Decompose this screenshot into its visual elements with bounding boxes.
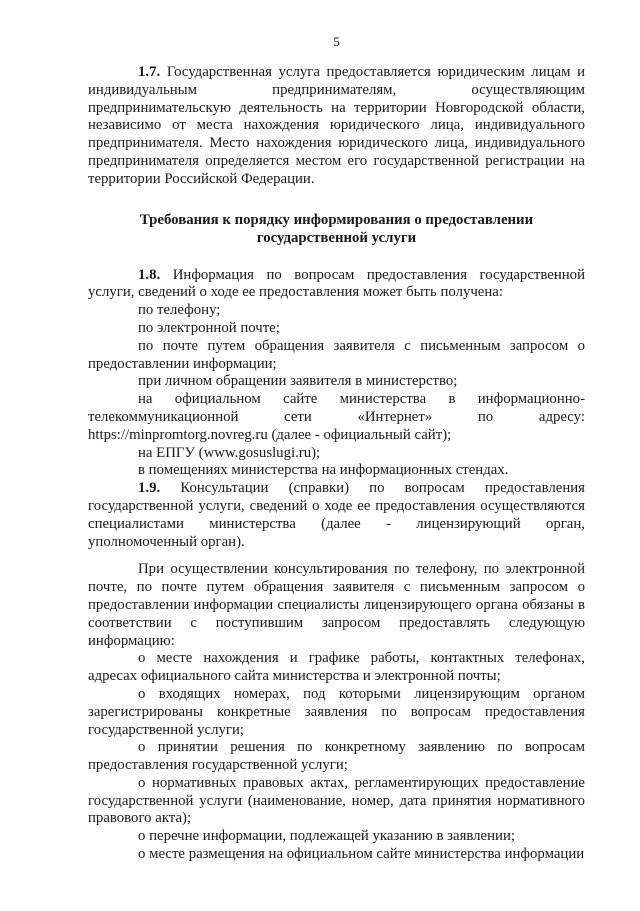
consultation-item: о перечне информации, подлежащей указанию в заявлении;	[138, 828, 515, 845]
paragraph-1-7	[88, 64, 585, 189]
paragraph-1-8	[88, 267, 585, 303]
info-channel-item: по электронной почте;	[138, 319, 280, 336]
consultation-item: о нормативных правовых актах, регламентирующих предоставление государственной услуги (наименование, номер, дата принятия нормативного правового акта);	[88, 774, 585, 827]
paragraph-1-9	[88, 480, 585, 551]
info-channel-item: на официальном сайте министерства в информационно-телекоммуникационной сети «Интернет» по адресу: https://minpromtorg.novreg.ru (далее - официальный сайт);	[88, 391, 585, 443]
info-channel-item: при личном обращении заявителя в министерство;	[138, 373, 458, 390]
info-channel-item: по почте путем обращения заявителя с письменным запросом о предоставлении информации;	[88, 337, 585, 372]
section-heading: Требования к порядку информирования о предоставлении государственной услуги	[139, 211, 534, 246]
consultation-item: о месте размещения на официальном сайте министерства информации	[138, 846, 585, 863]
clause-text-1-8: Информация по вопросам предоставления государственной услуги, сведений о ходе ее предоставления может быть получена:	[88, 266, 585, 301]
clause-text-1-9: Консультации (справки) по вопросам предоставления государственной услуги, сведений о ходе ее предоставления осуществляются специалистами министерства (далее - лицензирующий орган, уполномоченный орган).	[88, 480, 585, 550]
page-number: 5	[333, 34, 340, 49]
consultation-paragraph: При осуществлении консультирования по телефону, по электронной почте, по почте путем обращения заявителя с письменным запросом о предоставлении информации специалисты лицензирующего органа обязаны в соответствии с поступившим запросом предоставлять следующую информацию:	[88, 561, 585, 649]
clause-number-1-8: 1.8.	[138, 266, 161, 283]
clause-text-1-7: Государственная услуга предоставляется юридическим лицам и индивидуальным предпринимателям, осуществляющим предпринимательскую деятельность на территории Новгородской области, независимо от места нахождения юридического лица, индивидуального предпринимателя. Место нахождения юридического лица, индивидуального предпринимателя определяется местом его государственной регистрации на территории Российской Федерации.	[88, 64, 585, 187]
consultation-item: о входящих номерах, под которыми лицензирующим органом зарегистрированы конкретные заявления по вопросам предоставления государственной услуги;	[88, 685, 585, 738]
info-channel-item: на ЕПГУ (www.gosuslugi.ru);	[138, 444, 321, 461]
document-page	[88, 34, 585, 894]
clause-number-1-9: 1.9.	[138, 480, 161, 497]
consultation-item: о месте нахождения и графике работы, контактных телефонах, адресах официального сайта министерства и электронной почты;	[88, 650, 585, 685]
info-channel-item: по телефону;	[138, 302, 221, 319]
clause-number-1-7: 1.7.	[138, 64, 161, 80]
info-channel-item: в помещениях министерства на информационных стендах.	[138, 462, 509, 479]
consultation-item: о принятии решения по конкретному заявлению по вопросам предоставления государственной услуги;	[88, 739, 585, 774]
